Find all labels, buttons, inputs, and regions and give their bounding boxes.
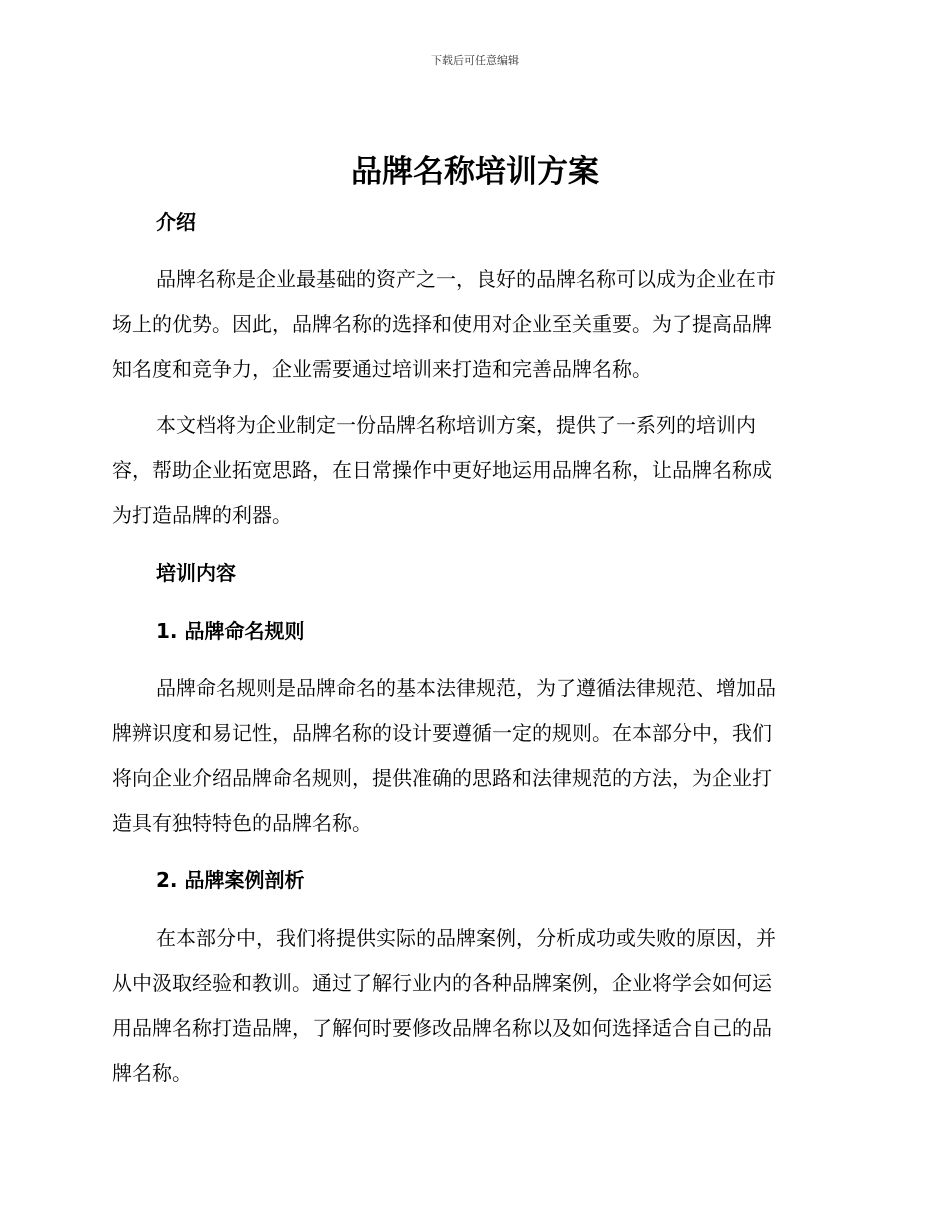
document-title: 品牌名称培训方案 [351, 154, 599, 190]
paragraph-line: 牌辨识度和易记性，品牌名称的设计要遵循一定的规则。在本部分中，我们 [112, 721, 772, 745]
item-heading-case-analysis: 2. 品牌案例剖析 [156, 868, 305, 892]
paragraph-line: 造具有独特特色的品牌名称。 [112, 811, 372, 835]
paragraph-intro-2 [112, 403, 832, 538]
section-heading-content: 培训内容 [156, 561, 236, 585]
paragraph-line: 将向企业介绍品牌命名规则，提供准确的思路和法律规范的方法，为企业打 [112, 766, 772, 790]
paragraph-line: 本文档将为企业制定一份品牌名称培训方案，提供了一系列的培训内 [156, 413, 756, 437]
paragraph-line: 知名度和竞争力，企业需要通过培训来打造和完善品牌名称。 [112, 357, 652, 381]
paragraph-intro-1 [112, 257, 832, 392]
paragraph-line: 从中汲取经验和教训。通过了解行业内的各种品牌案例，企业将学会如何运 [112, 971, 772, 995]
paragraph-line: 品牌名称是企业最基础的资产之一，良好的品牌名称可以成为企业在市 [156, 267, 776, 291]
paragraph-line: 用品牌名称打造品牌，了解何时要修改品牌名称以及如何选择适合自己的品 [112, 1016, 772, 1040]
paragraph-line: 容，帮助企业拓宽思路，在日常操作中更好地运用品牌名称，让品牌名称成 [112, 458, 772, 482]
section-heading-intro: 介绍 [156, 210, 196, 234]
paragraph-line: 牌名称。 [112, 1061, 192, 1085]
paragraph-line: 为打造品牌的利器。 [112, 503, 292, 527]
paragraph-line: 品牌命名规则是品牌命名的基本法律规范，为了遵循法律规范、增加品 [156, 676, 776, 700]
item-heading-naming-rules: 1. 品牌命名规则 [156, 619, 305, 643]
paragraph-line: 在本部分中，我们将提供实际的品牌案例，分析成功或失败的原因，并 [156, 926, 776, 950]
paragraph-line: 场上的优势。因此，品牌名称的选择和使用对企业至关重要。为了提高品牌 [112, 312, 772, 336]
paragraph-case-analysis [112, 916, 832, 1096]
header-note: 下载后可任意编辑 [431, 54, 519, 67]
paragraph-naming-rules [112, 666, 832, 846]
